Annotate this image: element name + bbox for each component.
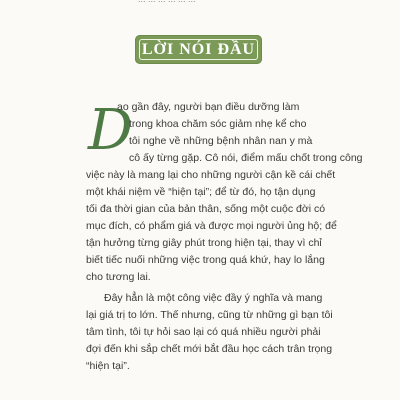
chapter-heading: LỜI NÓI ĐẦU [141,41,256,58]
paragraph-1-line: việc này là mang lại cho những người cận kề cái chết [86,169,336,181]
paragraph-1-line: một khái niệm về “hiện tại”; để từ đó, họ tận dụng [86,186,316,198]
paragraph-1-line: trong khoa chăm sóc giảm nhẹ kể cho [129,118,307,130]
chapter-heading-banner [135,35,262,64]
paragraph-2-line: “hiện tại”. [86,360,130,372]
cut-off-header-text [138,0,196,4]
paragraph-2-line: tâm tình, tôi tự hỏi sao lại có quá nhiều người phải [86,326,321,338]
paragraph-1-line: ạo gần đây, người bạn điều dưỡng làm [117,101,300,113]
paragraph-1-line: mục đích, có phẩm giá và được mọi người ủng hộ; để [86,220,337,232]
paragraph-1-line: cho tương lai. [86,271,151,283]
paragraph-1-line: biết tiếc nuối những việc trong quá khứ, hay lo lắng [86,254,325,266]
paragraph-2-line: đợi đến khi sắp chết mới bắt đầu học cách trân trọng [86,343,333,355]
paragraph-2-line: Đây hẳn là một công việc đầy ý nghĩa và mang [104,292,323,304]
paragraph-1-line: tận hưởng từng giây phút trong hiện tại, thay vì chỉ [86,237,322,249]
paragraph-1-line: cô ấy từng gặp. Cô nói, điểm mấu chốt trong công [129,152,363,164]
paragraph-1-line: tôi nghe về những bệnh nhân nan y mà [129,135,313,147]
paragraph-1-line: tối đa thời gian của bản thân, sống một cuộc đời có [86,203,326,215]
paragraph-2-line: lại giá trị to lớn. Thế nhưng, cũng từ những gì bạn tôi [86,309,333,321]
drop-cap: D [88,98,133,163]
